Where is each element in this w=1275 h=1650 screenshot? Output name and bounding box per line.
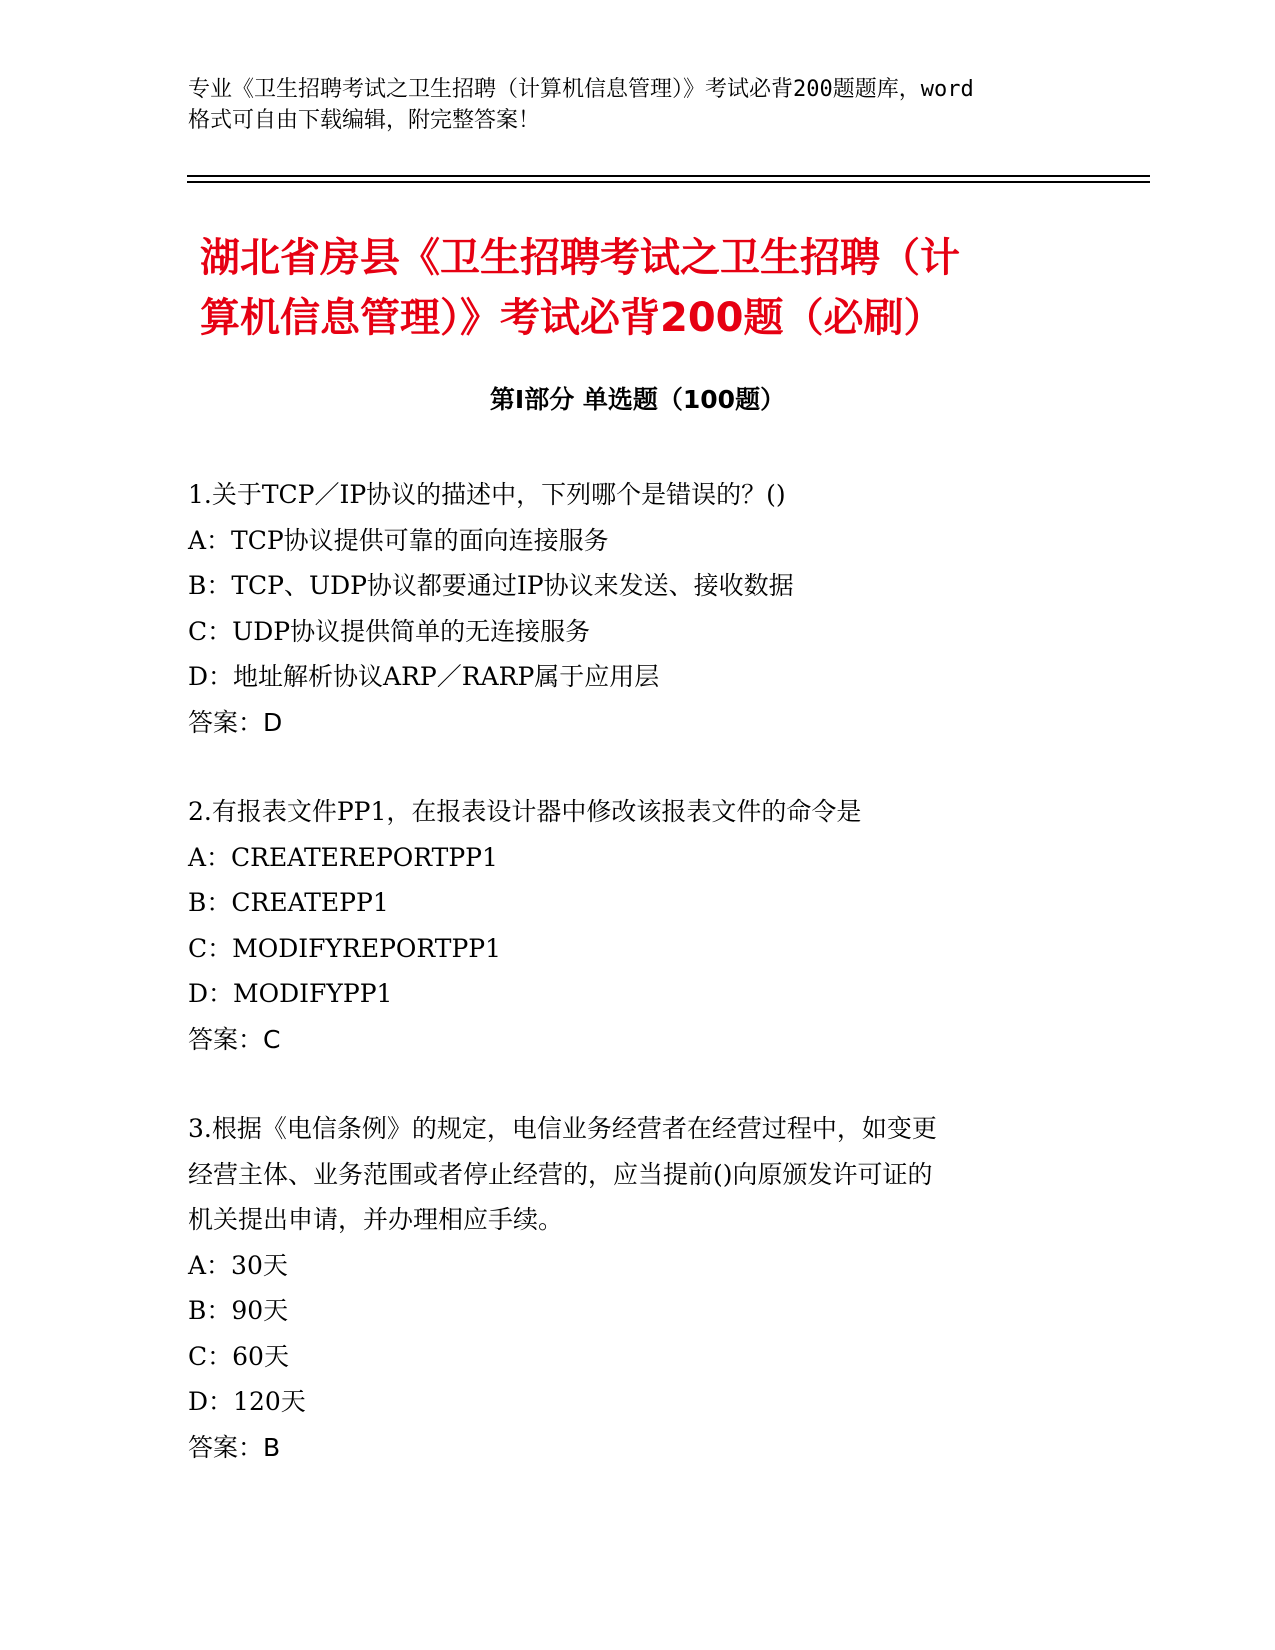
option-d: D：MODIFYPP1 — [188, 979, 393, 1008]
option-c: C：MODIFYREPORTPP1 — [188, 933, 501, 963]
question-stem: 2.有报表文件PP1，在报表设计器中修改该报表文件的命令是 — [188, 797, 862, 826]
header-note-line-1: 专业《卫生招聘考试之卫生招聘（计算机信息管理）》考试必背200题题库，word — [188, 77, 974, 102]
option-c: C：UDP协议提供简单的无连接服务 — [188, 616, 591, 646]
document-title-line-1: 湖北省房县《卫生招聘考试之卫生招聘（计 — [200, 235, 960, 281]
header-note-line-2: 格式可自由下载编辑，附完整答案！ — [188, 108, 541, 133]
option-b: B：CREATEPP1 — [188, 888, 389, 917]
question-3 — [188, 1106, 1088, 1470]
header-divider-bottom — [187, 181, 1150, 183]
answer: 答案：B — [188, 1432, 281, 1462]
option-a: A：30天 — [188, 1250, 288, 1280]
option-c: C：60天 — [188, 1341, 289, 1371]
answer: 答案：C — [188, 1024, 281, 1054]
option-d: D：120天 — [188, 1387, 306, 1416]
section-title: 第Ⅰ部分 单选题（100题） — [489, 385, 786, 414]
option-a: A：TCP协议提供可靠的面向连接服务 — [188, 525, 609, 555]
answer: 答案：D — [188, 707, 283, 737]
option-d: D：地址解析协议ARP／RARP属于应用层 — [188, 662, 660, 691]
document-title — [200, 228, 1100, 348]
option-b: B：TCP、UDP协议都要通过IP协议来发送、接收数据 — [188, 571, 794, 600]
question-list — [188, 472, 1088, 1514]
question-stem-line-2: 经营主体、业务范围或者停止经营的，应当提前()向原颁发许可证的 — [188, 1159, 933, 1189]
question-2 — [188, 789, 1088, 1062]
question-stem-line-3: 机关提出申请，并办理相应手续。 — [188, 1205, 564, 1234]
document-title-line-2: 算机信息管理）》考试必背200题（必刷） — [200, 295, 944, 341]
header-note — [188, 74, 1088, 136]
option-a: A：CREATEREPORTPP1 — [188, 842, 498, 872]
option-b: B：90天 — [188, 1296, 289, 1325]
header-divider-top — [187, 175, 1150, 177]
question-stem: 1.关于TCP／IP协议的描述中，下列哪个是错误的？() — [188, 480, 786, 509]
question-stem-line-1: 3.根据《电信条例》的规定，电信业务经营者在经营过程中，如变更 — [188, 1114, 937, 1143]
question-1 — [188, 472, 1088, 745]
